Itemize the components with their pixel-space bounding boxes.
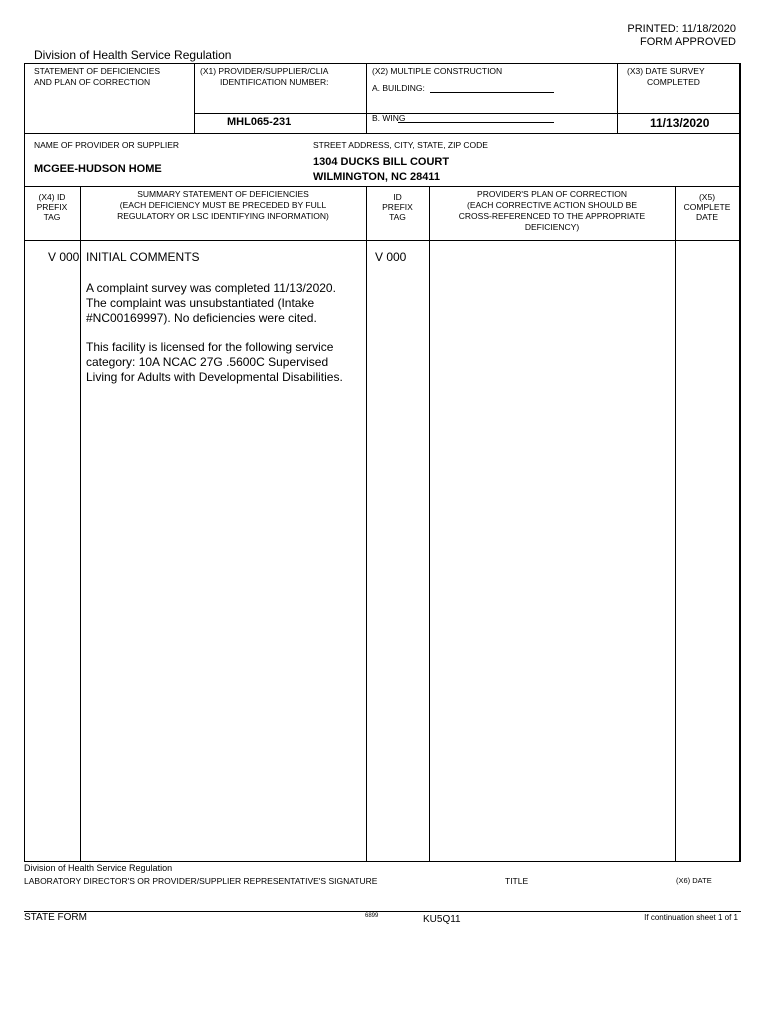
form-number: 6899 — [365, 913, 379, 919]
id-header-2: PREFIX — [382, 202, 413, 212]
agency-title: Division of Health Service Regulation — [34, 48, 232, 62]
tag-left: V 000 — [48, 250, 80, 264]
x5-header-3: DATE — [695, 212, 719, 222]
plan-header-3: CROSS-REFERENCED TO THE APPROPRIATE — [458, 211, 646, 221]
survey-date: 11/13/2020 — [650, 116, 710, 130]
entry-paragraph-2: This facility is licensed for the following service category: 10A NCAC 27G .5600C Supervised Living for Adults with Developmental Disabilities. — [86, 340, 343, 384]
x2-wing-label: B. WING — [372, 113, 406, 123]
summary-header-1: SUMMARY STATEMENT OF DEFICIENCIES — [137, 189, 309, 199]
plan-header-4: DEFICIENCY) — [524, 222, 580, 232]
plan-header-2: (EACH CORRECTIVE ACTION SHOULD BE — [466, 200, 638, 210]
summary-header-2: (EACH DEFICIENCY MUST BE PRECEDED BY FULL — [119, 200, 327, 210]
x2-building-label: A. BUILDING: — [372, 83, 425, 93]
x2-label: (X2) MULTIPLE CONSTRUCTION — [372, 66, 503, 76]
printed-date: PRINTED: 11/18/2020 — [627, 23, 736, 35]
date-label: (X6) DATE — [676, 876, 712, 885]
x5-header-1: (X5) — [698, 192, 716, 202]
x5-header-2: COMPLETE — [683, 202, 731, 212]
x4-header-1: (X4) ID — [38, 192, 66, 202]
address-line-2: WILMINGTON, NC 28411 — [313, 171, 440, 183]
statement-label-2: AND PLAN OF CORRECTION — [34, 77, 151, 87]
continuation-sheet: If continuation sheet 1 of 1 — [644, 913, 738, 922]
provider-id: MHL065-231 — [227, 116, 292, 128]
summary-header-3: REGULATORY OR LSC IDENTIFYING INFORMATION) — [117, 211, 329, 221]
tag-right: V 000 — [375, 250, 407, 264]
form-status: FORM APPROVED — [640, 36, 736, 48]
x3-label-1: (X3) DATE SURVEY — [627, 66, 705, 76]
entry-paragraph-1: A complaint survey was completed 11/13/2020. The complaint was unsubstantiated (Intake #NC00169997). No deficiencies were cited. — [86, 281, 336, 325]
state-form: STATE FORM — [24, 912, 87, 923]
id-header-1: ID — [393, 192, 402, 202]
title-label: TITLE — [505, 876, 529, 886]
plan-header-1: PROVIDER'S PLAN OF CORRECTION — [477, 189, 627, 199]
footer-agency: Division of Health Service Regulation — [24, 863, 173, 873]
form-code: KU5Q11 — [423, 914, 461, 925]
x1-label-1: (X1) PROVIDER/SUPPLIER/CLIA — [200, 66, 329, 76]
address-line-1: 1304 DUCKS BILL COURT — [313, 156, 450, 168]
address-label: STREET ADDRESS, CITY, STATE, ZIP CODE — [313, 140, 488, 150]
x3-label-2: COMPLETED — [647, 77, 700, 87]
provider-name-label: NAME OF PROVIDER OR SUPPLIER — [34, 140, 179, 150]
statement-label-1: STATEMENT OF DEFICIENCIES — [34, 66, 161, 76]
entry-heading: INITIAL COMMENTS — [86, 250, 200, 264]
id-header-3: TAG — [389, 212, 406, 222]
x4-header-3: TAG — [43, 212, 61, 222]
x4-header-2: PREFIX — [36, 202, 68, 212]
signature-label: LABORATORY DIRECTOR'S OR PROVIDER/SUPPLIER REPRESENTATIVE'S SIGNATURE — [24, 876, 378, 886]
x1-label-2: IDENTIFICATION NUMBER: — [220, 77, 329, 87]
provider-name: MCGEE-HUDSON HOME — [34, 163, 162, 175]
